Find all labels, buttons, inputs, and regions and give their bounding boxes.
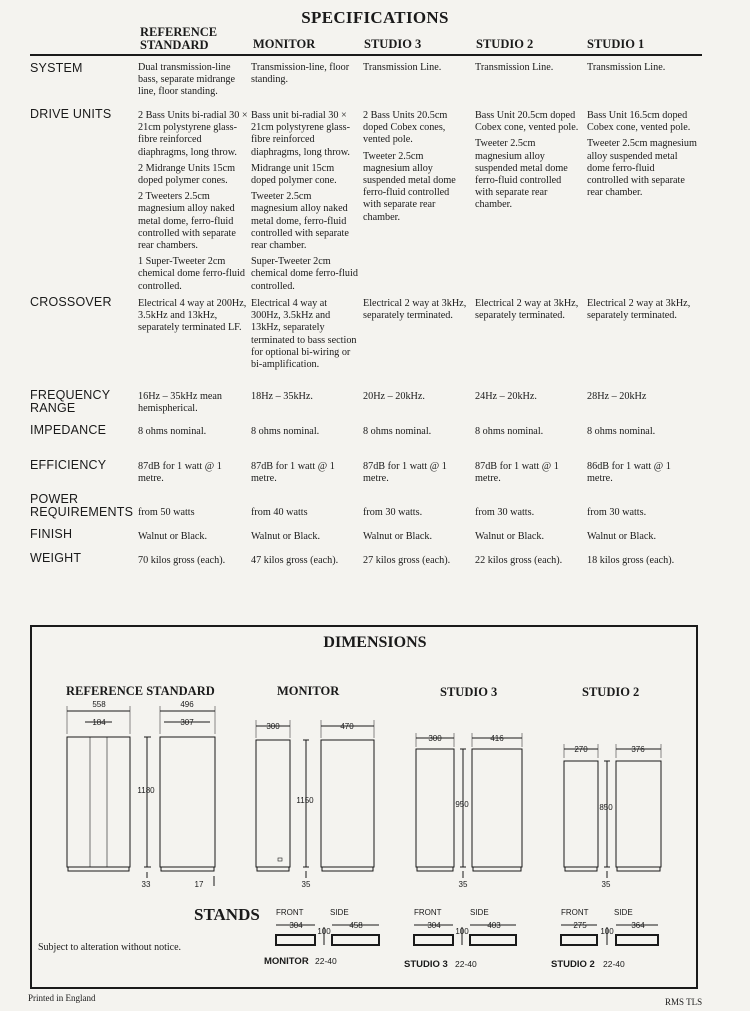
spec-cell-text: Bass unit bi-radial 30 × 21cm polystyrene glass-fibre reinforced diaphragms, long throw. (251, 110, 351, 158)
stand-monitor-name: MONITOR (264, 956, 309, 967)
spec-cell-text: Bass Unit 20.5cm doped Cobex cone, vented pole. (475, 110, 579, 134)
studio-3-side-width-label: 416 (490, 734, 504, 743)
spec-cell-text: Electrical 2 way at 3kHz, separately terminated. (475, 298, 579, 322)
spec-cell-text: Super-Tweeter 2cm chemical dome ferro-fluid controlled. (251, 256, 358, 292)
spec-cell-text: Tweeter 2.5cm magnesium alloy suspended metal dome ferro-fluid controlled with separate rear chamber. (363, 150, 456, 223)
spec-cell-text: Transmission Line. (587, 62, 666, 73)
column-header-reference-standard: REFERENCE STANDARD (140, 25, 218, 52)
spec-cell-text: 8 ohms nominal. (363, 426, 432, 437)
spec-cell-text: 8 ohms nominal. (587, 426, 656, 437)
spec-cell-text: 87dB for 1 watt @ 1 metre. (138, 461, 222, 485)
spec-cell-text: from 30 watts. (363, 507, 423, 518)
spec-cell-text: 18 kilos gross (each). (587, 555, 675, 566)
stand-studio-3-front-dim: 304 (427, 921, 441, 930)
monitor-drawing (256, 720, 374, 878)
reference-standard-drawing (67, 706, 215, 886)
spec-cell-text: 20Hz – 20kHz. (363, 391, 425, 402)
spec-cell-text: Transmission-line, floor standing. (251, 62, 350, 86)
studio-3-height-label: 950 (455, 800, 469, 809)
ref-side-inner-label: 307 (180, 718, 194, 727)
row-label-weight: WEIGHT (30, 551, 82, 565)
spec-cell-text: 2 Bass Units 20.5cm doped Cobex cones, vented pole. (363, 110, 448, 146)
spec-cell-text: 8 ohms nominal. (475, 426, 544, 437)
spec-cell-text: Walnut or Black. (363, 531, 433, 542)
monitor-front-width-label: 300 (266, 722, 280, 731)
studio-2-front-width-label: 270 (574, 745, 588, 754)
stand-monitor-height-dim: 100 (317, 927, 331, 936)
spec-cell-text: Walnut or Black. (587, 531, 657, 542)
spec-cell-text: from 30 watts. (587, 507, 647, 518)
monitor-front-view (256, 740, 290, 867)
monitor-height-label: 1150 (296, 796, 314, 805)
spec-cell-text: Transmission Line. (475, 62, 554, 73)
footer-printed: Printed in England (28, 993, 96, 1003)
monitor-side-width-label: 470 (340, 722, 354, 731)
dim-label-monitor: MONITOR (277, 684, 340, 698)
studio-3-front-width-label: 300 (428, 734, 442, 743)
stand-studio-2-height-dim: 100 (600, 927, 614, 936)
stand-studio-3-range: 22-40 (455, 959, 477, 969)
studio-3-front-view (416, 749, 454, 867)
spec-cell-text: Electrical 4 way at 200Hz, 3.5kHz and 13kHz, separately terminated LF. (138, 298, 247, 334)
spec-cell-text: Tweeter 2.5cm magnesium alloy naked metal dome, ferro-fluid controlled with separate rear chamber. (251, 191, 349, 252)
studio-2-plinth-label: 35 (601, 880, 611, 889)
ref-height-label: 1180 (137, 786, 155, 795)
ref-plinth-front-label: 33 (141, 880, 151, 889)
stand-front-label: FRONT (276, 908, 304, 917)
stand-side-label: SIDE (614, 908, 633, 917)
spec-cell-text: Electrical 2 way at 3kHz, separately terminated. (363, 298, 467, 322)
dim-label-reference-standard: REFERENCE STANDARD (66, 684, 215, 698)
spec-cell-text: 28Hz – 20kHz (587, 391, 647, 402)
stand-monitor-range: 22-40 (315, 956, 337, 966)
row-label-impedance: IMPEDANCE (30, 423, 107, 437)
row-label-crossover: CROSSOVER (30, 295, 112, 309)
spec-cell-text: Transmission Line. (363, 62, 442, 73)
spec-cell-text: 87dB for 1 watt @ 1 metre. (251, 461, 335, 485)
stand-studio-2-name: STUDIO 2 (551, 959, 595, 970)
spec-cell-text: from 40 watts (251, 507, 308, 518)
column-header-monitor: MONITOR (253, 37, 316, 51)
stand-studio-2-front-dim: 275 (573, 921, 587, 930)
reference-side-view (160, 737, 215, 867)
row-label-finish: FINISH (30, 527, 73, 541)
spec-cell-text: 87dB for 1 watt @ 1 metre. (363, 461, 447, 485)
dimensions-title: DIMENSIONS (323, 634, 427, 651)
spec-cell-text: Tweeter 2.5cm magnesium alloy suspended metal dome ferro-fluid controlled with separate rear chamber. (587, 138, 697, 199)
stand-front-label: FRONT (414, 908, 442, 917)
studio-3-side-view (472, 749, 522, 867)
stand-studio-3-side-dim: 403 (487, 921, 501, 930)
ref-side-width-label: 496 (180, 700, 194, 709)
spec-cell-text: Midrange unit 15cm doped polymer cone. (251, 162, 337, 187)
dim-label-studio-3: STUDIO 3 (440, 685, 498, 699)
spec-cell-text: 27 kilos gross (each). (363, 555, 451, 566)
stand-studio-3-height-dim: 100 (455, 927, 469, 936)
spec-cell-text: Walnut or Black. (475, 531, 545, 542)
stand-studio-3-name: STUDIO 3 (404, 959, 448, 970)
reference-front-view (67, 737, 130, 867)
spec-cell-text: Electrical 2 way at 3kHz, separately terminated. (587, 298, 691, 322)
studio-2-height-label: 850 (599, 803, 613, 812)
studio-3-plinth-label: 35 (458, 880, 468, 889)
spec-cell-text: Bass Unit 16.5cm doped Cobex cone, vented pole. (587, 110, 691, 134)
spec-cell-text: Tweeter 2.5cm magnesium alloy suspended metal dome ferro-fluid controlled with separate rear chamber. (475, 138, 568, 211)
spec-cell-text: from 50 watts (138, 507, 195, 518)
row-label-frequency-range: FREQUENCY RANGE (30, 388, 111, 415)
spec-cell-text: 2 Midrange Units 15cm doped polymer cones. (138, 162, 236, 187)
stand-side-label: SIDE (330, 908, 349, 917)
studio-2-side-width-label: 376 (631, 745, 645, 754)
spec-cell-text: 22 kilos gross (each). (475, 555, 563, 566)
monitor-plinth-label: 35 (301, 880, 311, 889)
spec-cell-text: 18Hz – 35kHz. (251, 391, 313, 402)
spec-cell-text: Walnut or Black. (138, 531, 208, 542)
column-header-studio-2: STUDIO 2 (476, 37, 534, 51)
spec-cell-text: 70 kilos gross (each). (138, 555, 226, 566)
ref-front-width-label: 558 (92, 700, 106, 709)
ref-inner-width-label: 184 (92, 718, 106, 727)
row-label-power-requirements: POWER REQUIREMENTS (30, 492, 134, 519)
spec-cell-text: 86dB for 1 watt @ 1 metre. (587, 461, 671, 485)
stand-monitor-side-dim: 458 (349, 921, 363, 930)
alteration-note: Subject to alteration without notice. (38, 942, 182, 953)
column-header-studio-1: STUDIO 1 (587, 37, 645, 51)
spec-cell-text: from 30 watts. (475, 507, 535, 518)
row-label-system: SYSTEM (30, 61, 83, 75)
studio-3-drawing (416, 733, 522, 878)
spec-cell-text: 2 Bass Units bi-radial 30 × 21cm polystyrene glass-fibre reinforced diaphragms, long throw. (138, 110, 248, 158)
stand-monitor-front-dim: 304 (289, 921, 303, 930)
dim-label-studio-2: STUDIO 2 (582, 685, 640, 699)
stand-studio-2-range: 22-40 (603, 959, 625, 969)
page-title: SPECIFICATIONS (301, 8, 449, 27)
ref-plinth-side-label: 17 (194, 880, 204, 889)
spec-cell-text: 2 Tweeters 2.5cm magnesium alloy naked metal dome, ferro-fluid controlled with separate rear chambers. (138, 191, 236, 252)
footer-code: RMS TLS (665, 997, 703, 1007)
monitor-side-view (321, 740, 374, 867)
spec-cell-text: 24Hz – 20kHz. (475, 391, 537, 402)
spec-cell-text: Dual transmission-line bass, separate midrange line, floor standing. (138, 62, 236, 98)
spec-cell-text: Electrical 4 way at 300Hz, 3.5kHz and 13kHz, separately terminated to bass section for optional bi-wiring or bi-amplification. (251, 298, 357, 371)
stands-title: STANDS (194, 905, 260, 924)
spec-cell-text: 1 Super-Tweeter 2cm chemical dome ferro-fluid controlled. (138, 256, 245, 292)
spec-cell-text: 47 kilos gross (each). (251, 555, 339, 566)
spec-cell-text: Walnut or Black. (251, 531, 321, 542)
spec-cell-text: 8 ohms nominal. (138, 426, 207, 437)
stand-side-label: SIDE (470, 908, 489, 917)
row-label-efficiency: EFFICIENCY (30, 458, 107, 472)
spec-cell-text: 87dB for 1 watt @ 1 metre. (475, 461, 559, 485)
spec-cell-text: 16Hz – 35kHz mean hemispherical. (138, 391, 223, 415)
spec-cell-text: 8 ohms nominal. (251, 426, 320, 437)
stand-front-label: FRONT (561, 908, 589, 917)
stand-studio-2-side-dim: 364 (631, 921, 645, 930)
studio-2-front-view (564, 761, 598, 867)
column-header-studio-3: STUDIO 3 (364, 37, 422, 51)
studio-2-side-view (616, 761, 661, 867)
row-label-drive-units: DRIVE UNITS (30, 107, 112, 121)
